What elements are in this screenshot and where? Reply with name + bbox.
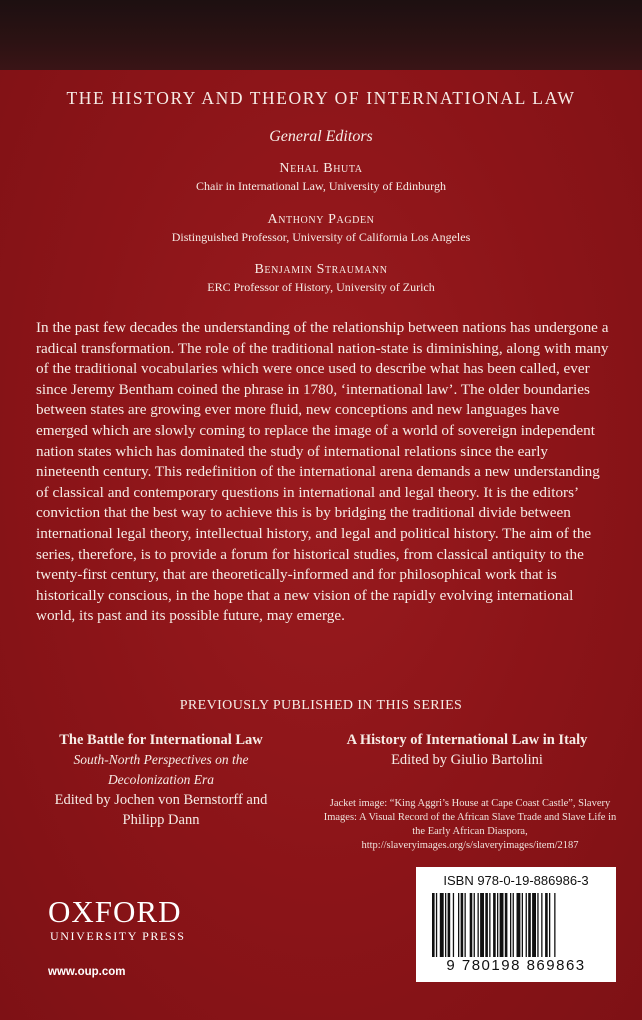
barcode-bar [513,893,514,957]
book-subtitle: South-North Perspectives on the Decolonization Era [73,752,249,787]
book-title: The Battle for International Law [59,732,263,748]
barcode-bar [440,893,444,957]
barcode-bar [480,893,484,957]
publisher-subname: UNIVERSITY PRESS [50,929,186,943]
editor-2 [0,211,642,245]
general-editors-label: General Editors [269,128,373,145]
editor-name: Benjamin Straumann [254,262,388,277]
barcode-bar [445,893,446,957]
editor-role: ERC Professor of History, University of Zurich [207,280,435,294]
barcode-icon [432,893,600,957]
barcode-bar [485,893,488,957]
editor-role: Chair in International Law, University of Edinburgh [196,179,446,193]
barcode-bar [528,893,531,957]
barcode-bar [470,893,473,957]
barcode-bar [458,893,459,957]
barcode-digits: 9 780198 869863 [446,957,586,974]
barcode-bar [493,893,496,957]
barcode-bar [522,893,523,957]
barcode-bar [453,893,454,957]
previously-published-heading: PREVIOUSLY PUBLISHED IN THIS SERIES [179,698,463,713]
barcode-bar [545,893,548,957]
barcode-bar [517,893,521,957]
barcode-bar [489,893,490,957]
editor-1 [0,160,642,194]
barcode-bar [549,893,550,957]
editor-name: Nehal Bhuta [279,161,363,176]
editor-3 [0,261,642,295]
barcode-bar [554,893,555,957]
series-title: THE HISTORY AND THEORY OF INTERNATIONAL LAW [66,88,576,108]
barcode-bar [510,893,511,957]
barcode-bar [497,893,498,957]
barcode-bar [461,893,464,957]
barcode-bar [448,893,451,957]
series-description: In the past few decades the understanding of the relationship between nations has undergone a radical transformation. The role of the traditional nation-state is diminishing, along with many of the traditional vocabularies which were once used to describe what has been called, ever since Jeremy Bentham coined the phrase in 1780, ‘international law’. The older boundaries between states are growing ever more fluid, new conceptions and new languages have emerged which are slowly coming to replace the image of a world of sovereign independent nation states which has dominated the study of international relations since the early nineteenth century. This redefinition of the international arena demands a new understanding of classical and contemporary questions in international and legal theory. It is the editors’ conviction that the best way to achieve this is by bridging the traditional divide between international legal theory, intellectual history, and legal and political history. The aim of the series, therefore, is to provide a forum for historical studies, from classical antiquity to the twenty-first century, that are theoretically-informed and for philosophical work that is historically conscious, in the hope that a new vision of the rapidly evolving international world, its past and its possible future, may emerge. [36,319,609,625]
publisher-website: www.oup.com [48,966,126,978]
book-editors: Edited by Jochen von Bernstorff and Philipp Dann [54,792,268,828]
isbn-label: ISBN 978-0-19-886986-3 [443,873,589,888]
barcode-bar [465,893,466,957]
editor-name: Anthony Pagden [267,212,375,227]
book-entry-2 [322,730,612,770]
barcode-bar [526,893,527,957]
barcode-box [416,867,616,982]
publisher-logo: OXFORD [48,894,182,929]
barcode-bar [537,893,538,957]
barcode-bar [432,893,435,957]
book-title: A History of International Law in Italy [346,732,588,748]
jacket-image-credit: Jacket image: “King Aggri’s House at Cape Coast Castle”, Slavery Images: A Visual Record of the African Slave Trade and Slave Life in the Early African Diaspora, http://slaveryimages.org/s/slaveryimages/item/2187 [323,798,617,851]
book-editors: Edited by Giulio Bartolini [391,752,543,768]
barcode-bar [500,893,504,957]
top-dark-band [0,0,642,70]
barcode-bar [478,893,479,957]
barcode-bar [532,893,536,957]
barcode-bar [541,893,542,957]
editor-role: Distinguished Professor, University of California Los Angeles [171,230,471,244]
barcode-bar [436,893,437,957]
book-entry-1 [36,730,286,830]
barcode-bar [474,893,475,957]
barcode-bar [505,893,508,957]
